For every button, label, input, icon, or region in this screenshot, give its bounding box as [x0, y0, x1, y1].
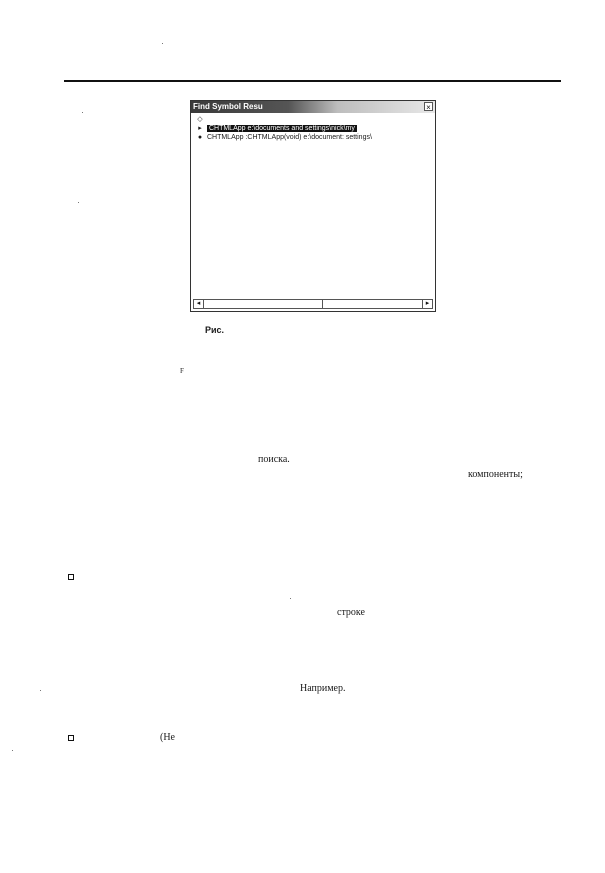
method-icon: ● — [197, 134, 203, 141]
scan-speck — [40, 690, 41, 691]
scan-speck — [290, 598, 291, 599]
scan-speck — [78, 202, 79, 203]
text-fragment: (Не — [160, 732, 175, 743]
figure-caption: Рис. — [205, 325, 225, 335]
row-text: CHTMLApp e:\documents and settings\nick\my — [208, 125, 355, 132]
row-text: CHTMLApp :CHTMLApp(void) e:\document: settings\ — [206, 134, 372, 141]
scan-speck — [82, 112, 83, 113]
find-symbol-results-window — [190, 100, 436, 312]
window-titlebar — [191, 101, 435, 113]
expand-icon: ▸ — [198, 125, 202, 132]
tree-row[interactable] — [195, 133, 433, 142]
text-fragment: F — [180, 367, 184, 375]
text-fragment: компоненты; — [468, 469, 523, 480]
tree-row[interactable] — [195, 115, 433, 124]
scan-speck — [12, 750, 13, 751]
tree-row-selected[interactable] — [195, 124, 433, 133]
horizontal-scrollbar[interactable] — [193, 299, 433, 309]
bullet-square-icon — [68, 735, 74, 741]
text-fragment: Например. — [300, 683, 346, 694]
bullet-square-icon — [68, 574, 74, 580]
window-title: Find Symbol Resu — [193, 102, 263, 111]
scroll-thumb[interactable] — [204, 300, 323, 308]
scroll-left-icon[interactable]: ◂ — [194, 300, 204, 308]
top-rule — [64, 80, 561, 82]
results-tree — [191, 114, 435, 297]
symbol-icon: ◇ — [197, 116, 203, 123]
scan-speck — [162, 43, 163, 44]
close-icon[interactable]: × — [424, 102, 433, 111]
text-fragment: поиска. — [258, 454, 290, 465]
text-fragment: строке — [337, 607, 365, 618]
scroll-right-icon[interactable]: ▸ — [422, 300, 432, 308]
